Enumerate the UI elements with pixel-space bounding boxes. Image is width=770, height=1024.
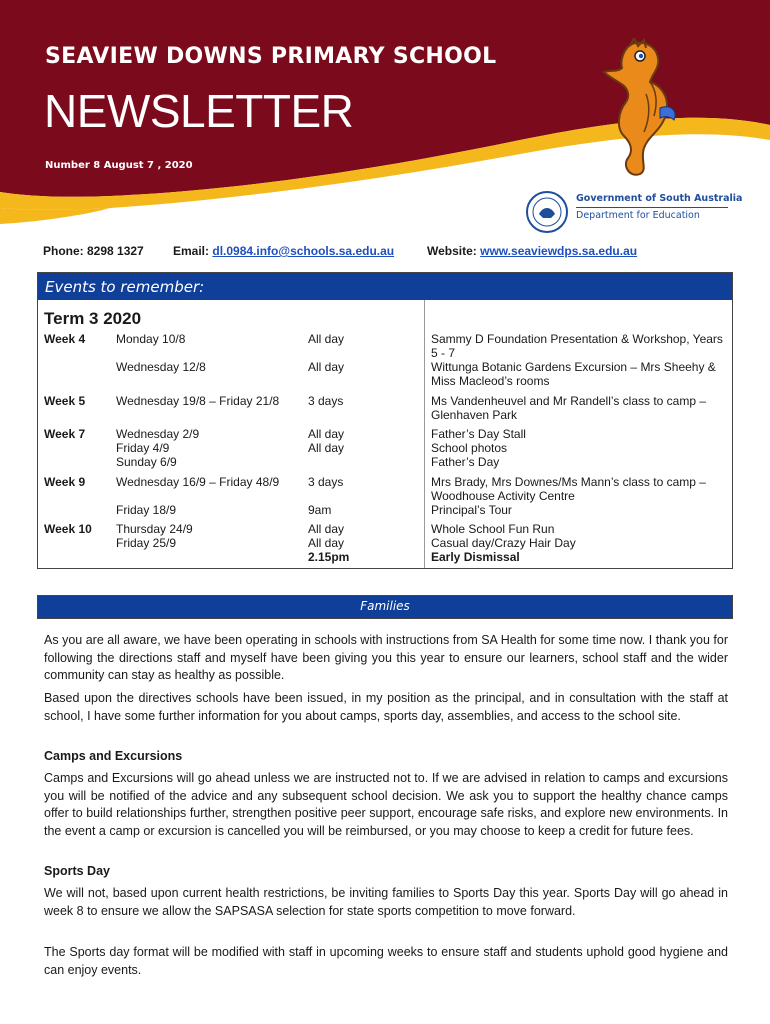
camps-heading: Camps and Excursions	[44, 749, 183, 763]
email-label: Email:	[173, 244, 213, 258]
event-week: Week 7	[44, 427, 86, 441]
sa-crest-icon	[525, 190, 569, 234]
government-of-sa-logo	[525, 188, 745, 236]
event-date: Wednesday 2/9	[116, 427, 200, 441]
event-date: Monday 10/8	[116, 332, 186, 346]
email-link[interactable]: dl.0984.info@schools.sa.edu.au	[212, 244, 395, 258]
events-column-divider	[424, 300, 425, 568]
camps-paragraph: Camps and Excursions will go ahead unless we are instructed not to. If we are advised in relation to camps and excursions you will be notified of the advice and any subsequent school decision. We ask you to support the healthy chance camps offer to build relationships further, strengthen positive peer support, encourage safe risks, and explore new environments. In the event a camp or excursion is cancelled you will be reimbursed, or you may choose to keep a credit for future fees.	[44, 771, 728, 838]
event-description: Mrs Brady, Mrs Downes/Ms Mann’s class to camp – Woodhouse Activity Centre	[431, 475, 706, 503]
event-time: All day	[308, 522, 345, 536]
event-description: School photos	[431, 441, 508, 455]
events-banner	[38, 273, 732, 300]
event-date: Sunday 6/9	[116, 455, 177, 469]
sports-day-heading: Sports Day	[44, 864, 110, 878]
event-description: Principal’s Tour	[431, 503, 512, 517]
event-week: Week 10	[44, 522, 92, 536]
event-time: 3 days	[308, 475, 344, 489]
gov-logo-divider	[576, 207, 728, 208]
event-time: All day	[308, 427, 345, 441]
event-description: Sammy D Foundation Presentation & Workshop, Years 5 - 7	[431, 332, 723, 360]
families-paragraph-1: As you are all aware, we have been operating in schools with instructions from SA Health for some time now. I thank you for following the directions staff and myself have been giving you this year to ensure our learners, school staff and the wider community can stay as healthy as possible.	[44, 633, 728, 682]
term-title: Term 3 2020	[44, 309, 142, 328]
event-date: Friday 25/9	[116, 536, 177, 550]
gov-sa-name: Government of South Australia	[576, 193, 743, 204]
event-time: All day	[308, 332, 345, 346]
event-week: Week 4	[44, 332, 86, 346]
event-time: 3 days	[308, 394, 344, 408]
department-name: Department for Education	[576, 210, 700, 221]
events-to-remember-box	[37, 272, 733, 569]
event-week: Week 9	[44, 475, 86, 489]
event-description: Whole School Fun Run	[431, 522, 555, 536]
event-time: All day	[308, 441, 345, 455]
families-banner-title: Families	[360, 599, 410, 613]
event-time: All day	[308, 536, 345, 550]
sports-day-paragraph-2: The Sports day format will be modified with staff in upcoming weeks to ensure staff and students uphold good hygiene and can enjoy events.	[44, 945, 728, 977]
event-description: Early Dismissal	[431, 550, 520, 564]
event-date: Wednesday 19/8 – Friday 21/8	[116, 394, 280, 408]
event-date: Wednesday 12/8	[116, 360, 206, 374]
newsletter-title: NEWSLETTER	[44, 85, 354, 137]
event-description: Casual day/Crazy Hair Day	[431, 536, 576, 550]
email-line	[173, 244, 394, 258]
sports-day-paragraph-1: We will not, based upon current health restrictions, be inviting families to Sports Day this year. Sports Day will go ahead in week 8 to ensure we allow the SAPSASA selection for state sports competition to move forward.	[44, 886, 728, 918]
phone-number: Phone: 8298 1327	[43, 244, 144, 258]
school-name: SEAVIEW DOWNS PRIMARY SCHOOL	[45, 44, 497, 69]
website-link[interactable]: www.seaviewdps.sa.edu.au	[480, 244, 638, 258]
newsletter-header	[0, 0, 770, 240]
event-week: Week 5	[44, 394, 86, 408]
event-description: Father’s Day Stall	[431, 427, 526, 441]
issue-number-date: Number 8 August 7 , 2020	[45, 160, 193, 171]
event-date: Friday 4/9	[116, 441, 170, 455]
families-paragraph-2: Based upon the directives schools have been issued, in my position as the principal, and in consultation with the staff at school, I have some further information for you about camps, sports day, assemblies, and access to the school site.	[44, 691, 728, 723]
event-date: Thursday 24/9	[116, 522, 193, 536]
event-time: 2.15pm	[308, 550, 350, 564]
event-time: 9am	[308, 503, 332, 517]
event-description: Ms Vandenheuvel and Mr Randell’s class to camp – Glenhaven Park	[431, 394, 707, 422]
website-line	[427, 244, 637, 258]
event-date: Wednesday 16/9 – Friday 48/9	[116, 475, 280, 489]
events-banner-title: Events to remember:	[45, 278, 205, 296]
event-description: Father’s Day	[431, 455, 500, 469]
event-time: All day	[308, 360, 345, 374]
families-banner	[37, 595, 733, 619]
seahorse-mascot-icon	[600, 38, 690, 178]
event-date: Friday 18/9	[116, 503, 177, 517]
website-label: Website:	[427, 244, 481, 258]
event-description: Wittunga Botanic Gardens Excursion – Mrs Sheehy & Miss Macleod’s rooms	[431, 360, 716, 388]
